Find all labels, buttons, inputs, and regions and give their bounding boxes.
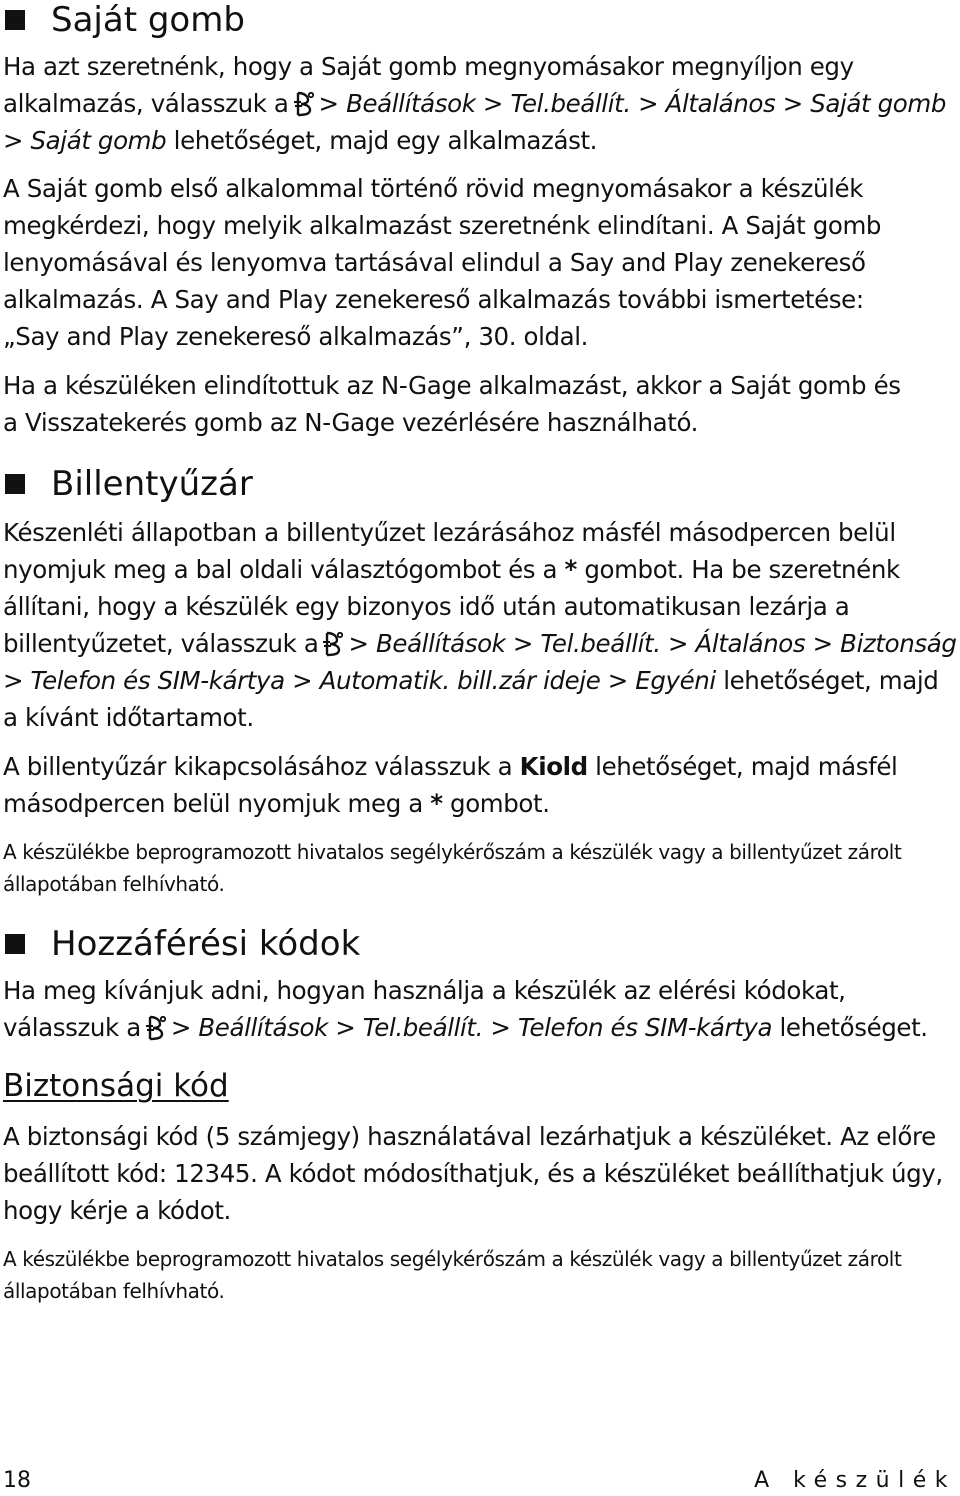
paragraph-keylock-setup: Készenléti állapotban a billentyűzet lezárásához másfél másodpercen belül nyomjuk meg a bal oldali választógombot és a * gombot. Ha be szeretnénk állítani, hogy a készülék egy bizonyos idő után automatikusan lezárja a billentyűzetet, válasszuk a > Beállítások > Tel.beállít. > Általános > Biztonság > Telefon és SIM-kártya > Automatik. bill.zár ideje > Egyéni lehetőséget, majd a kívánt időtartamot. (3, 518, 957, 732)
note-emergency-keylock: A készülékbe beprogramozott hivatalos segélykérőszám a készülék vagy a billentyűzet zárolt állapotában felhívható. (3, 840, 902, 896)
section-heading-access-codes (3, 924, 360, 964)
note-emergency-security: A készülékbe beprogramozott hivatalos segélykérőszám a készülék vagy a billentyűzet zárolt állapotában felhívható. (3, 1247, 902, 1303)
paragraph-security-code: A biztonsági kód (5 számjegy) használatával lezárhatjuk a készüléket. Az előre beállított kód: 12345. A kódot módosíthatjuk, és a készüléket beállíthatjuk úgy, hogy kérje a kódot. (3, 1122, 943, 1225)
subheading-security-code: Biztonsági kód (3, 1068, 229, 1104)
paragraph-own-key-usage: A Saját gomb első alkalommal történő rövid megnyomásakor a készülék megkérdezi, hogy melyik alkalmazást szeretnénk elindítani. A Saját gomb lenyomásával és lenyomva tartásával elindul a Say and Play zenekereső alkalmazás. A Say and Play zenekereső alkalmazás további ismertetése: „Say and Play zenekereső alkalmazás”, 30. oldal. (3, 174, 882, 351)
chapter-title: A készülék (754, 1468, 956, 1493)
square-bullet-icon (5, 474, 25, 494)
page-number: 18 (3, 1468, 31, 1493)
menu-key-icon (292, 90, 316, 118)
menu-key-icon (321, 630, 345, 658)
paragraph-own-key-ngage: Ha a készüléken elindítottuk az N-Gage alkalmazást, akkor a Saját gomb és a Visszatekerés gomb az N-Gage vezérlésére használható. (3, 371, 901, 437)
square-bullet-icon (5, 10, 25, 30)
section-title: Saját gomb (51, 0, 245, 40)
section-heading-keylock (3, 464, 253, 504)
section-title: Billentyűzár (51, 464, 253, 504)
section-title: Hozzáférési kódok (51, 924, 361, 964)
paragraph-own-key-setup: Ha azt szeretnénk, hogy a Saját gomb megnyomásakor megnyíljon egy alkalmazás, válasszuk a > Beállítások > Tel.beállít. > Általános > Saját gomb > Saját gomb lehetőséget, majd egy alkalmazást. (3, 52, 946, 155)
section-heading-own-key (3, 0, 245, 40)
paragraph-access-codes: Ha meg kívánjuk adni, hogyan használja a készülék az elérési kódokat, válasszuk a > Beállítások > Tel.beállít. > Telefon és SIM-kártya lehetőséget. (3, 976, 928, 1042)
square-bullet-icon (5, 934, 25, 954)
menu-key-icon (144, 1014, 168, 1042)
paragraph-keylock-unlock: A billentyűzár kikapcsolásához válasszuk a Kiold lehetőséget, majd másfél másodpercen belül nyomjuk meg a * gombot. (3, 752, 898, 818)
